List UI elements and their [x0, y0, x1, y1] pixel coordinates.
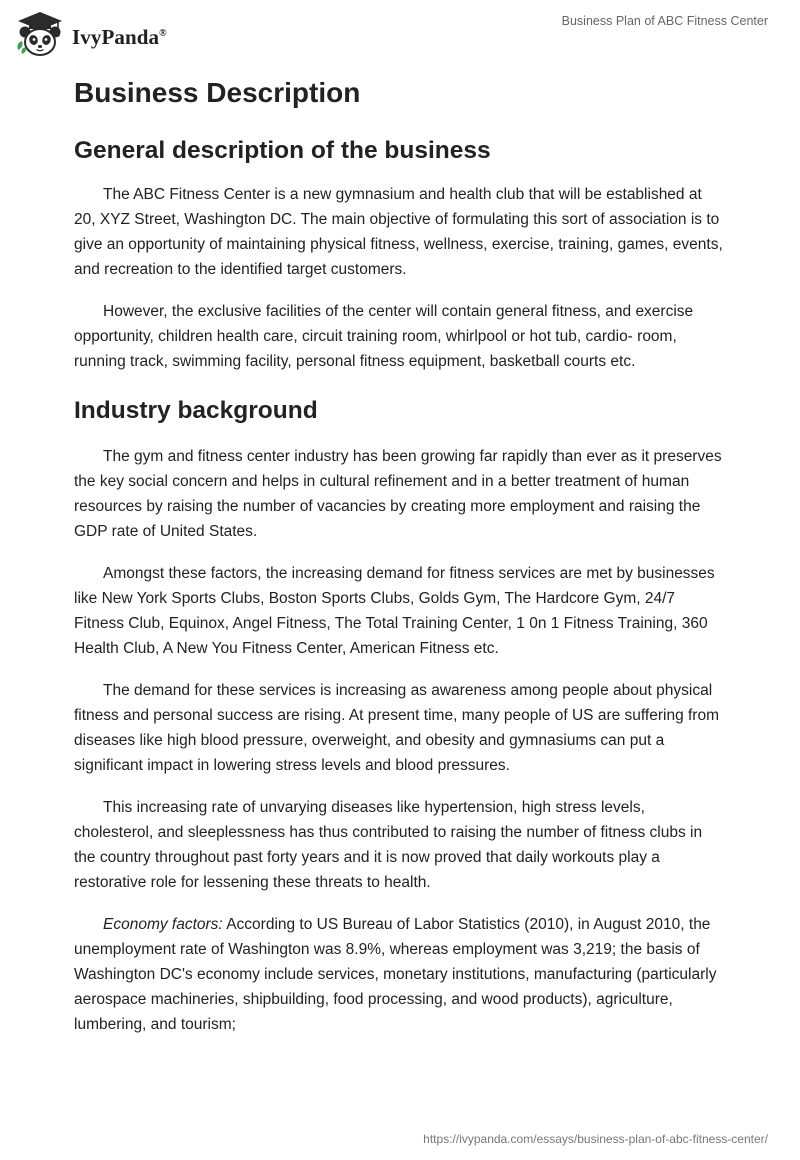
paragraph: This increasing rate of unvarying diseases like hypertension, high stress levels, cholesterol, and sleeplessness has thus contributed to raising the number of fitness clubs in the country throughout past forty years and it is now proved that daily workouts play a restorative role for lessening these threats to health. [74, 799, 703, 891]
document-title: Business Plan of ABC Fitness Center [561, 14, 768, 28]
ivypanda-logo[interactable] [14, 10, 167, 58]
panda-mascot-icon [14, 10, 66, 58]
section-heading-general: General description of the business [74, 137, 491, 164]
page-title: Business Description [74, 77, 361, 108]
article-body [74, 72, 724, 1037]
section-heading-industry: Industry background [74, 397, 318, 424]
paragraph: The gym and fitness center industry has been growing far rapidly than ever as it preserves the key social concern and helps in cultural refinement and in a better treatment of human resources by raising the number of vacancies by creating more employment and raising the GDP rate of United States. [74, 448, 722, 540]
paragraph: The ABC Fitness Center is a new gymnasium and health club that will be established at 20, XYZ Street, Washington DC. The main objective of formulating this sort of association is to give an opportunity of maintaining physical fitness, wellness, exercise, training, games, events, and recreation to the identified target customers. [74, 186, 723, 278]
page-header [0, 0, 800, 64]
paragraph: Amongst these factors, the increasing demand for fitness services are met by businesses like New York Sports Clubs, Boston Sports Clubs, Golds Gym, The Hardcore Gym, 24/7 Fitness Club, Equinox, Angel Fitness, The Total Training Center, 1 0n 1 Fitness Training, 360 Health Club, A New You Fitness Center, American Fitness etc. [74, 565, 715, 657]
paragraph: However, the exclusive facilities of the center will contain general fitness, and exercise opportunity, children health care, circuit training room, whirlpool or hot tub, cardio- room, running track, swimming facility, personal fitness equipment, basketball courts etc. [74, 303, 694, 370]
registered-mark: ® [159, 27, 167, 39]
paragraph-economy-factors [74, 912, 724, 1037]
paragraph: The demand for these services is increasing as awareness among people about physical fitness and personal success are rising. At present time, many people of US are suffering from diseases like high blood pressure, overweight, and obesity and gymnasiums can put a significant impact in lowering stress levels and blood pressures. [74, 682, 720, 774]
economy-factors-label: Economy factors: [103, 916, 223, 933]
brand-name: IvyPanda® [72, 24, 167, 49]
source-url[interactable]: https://ivypanda.com/essays/business-plan-of-abc-fitness-center/ [423, 1132, 768, 1146]
economy-factors-text: According to US Bureau of Labor Statistics (2010), in August 2010, the unemployment rate of Washington was 8.9%, whereas employment was 3,219; the basis of Washington DC's economy include services, monetary institutions, manufacturing (particularly aerospace machineries, shipbuilding, food processing, and wood products), agriculture, lumbering, and tourism; [74, 916, 717, 1033]
